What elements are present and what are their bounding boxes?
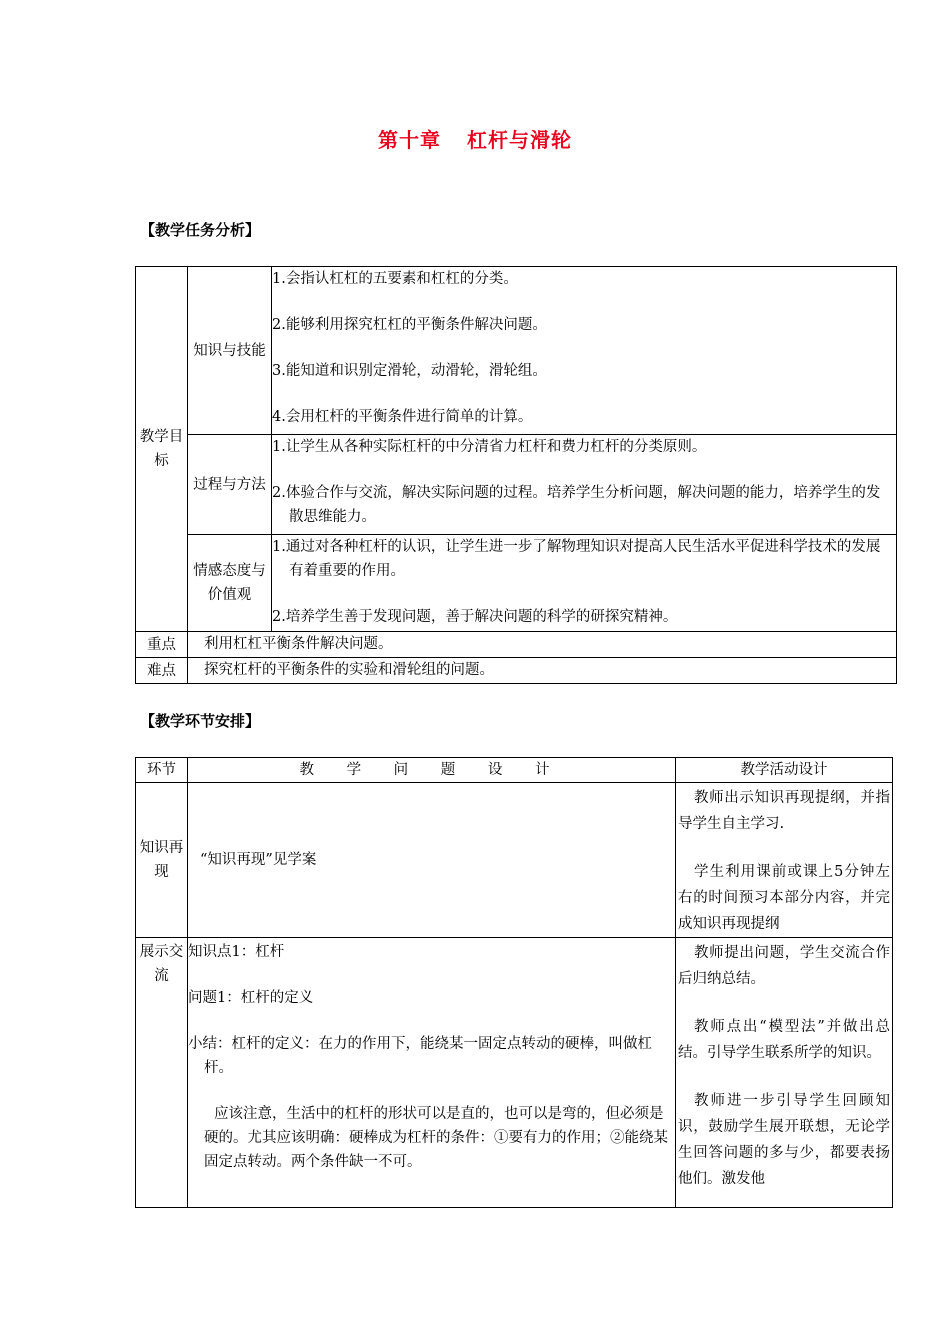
activity-paragraph: 教师提出问题，学生交流合作后归纳总结。 xyxy=(678,945,890,987)
difficulty-label: 难点 xyxy=(136,658,188,684)
column-header-design: 教 学 问 题 设 计 xyxy=(188,758,676,783)
list-item: 2.能够利用探究杠杠的平衡条件解决问题。 xyxy=(272,317,547,333)
design-paragraph: 应该注意，生活中的杠杆的形状可以是直的，也可以是弯的，但必须是硬的。尤其应该明确：硬棒成为杠杆的条件：①要有力的作用；②能绕某固定点转动。两个条件缺一不可。 xyxy=(204,1106,668,1170)
design-paragraph: 问题1：杠杆的定义 xyxy=(188,990,314,1006)
difficulty-text: 探究杠杆的平衡条件的实验和滑轮组的问题。 xyxy=(188,658,897,684)
list-item: 4.会用杠杆的平衡条件进行简单的计算。 xyxy=(272,409,533,425)
group-name-process: 过程与方法 xyxy=(188,435,272,535)
table-row xyxy=(136,938,893,1208)
design-paragraph: “知识再现”见学案 xyxy=(200,852,317,868)
group-items-attitude xyxy=(272,535,897,632)
stage-cell: 展示交流 xyxy=(136,938,188,1208)
teaching-plan-table xyxy=(135,757,893,1208)
key-point-text: 利用杠杠平衡条件解决问题。 xyxy=(188,632,897,658)
list-item: 2.体验合作与交流，解决实际问题的过程。培养学生分析问题，解决问题的能力，培养学生的发散思维能力。 xyxy=(272,485,881,525)
list-item: 3.能知道和识别定滑轮，动滑轮，滑轮组。 xyxy=(272,363,547,379)
page-title xyxy=(0,124,950,153)
activity-paragraph: 教师出示知识再现提纲，并指导学生自主学习. xyxy=(678,790,890,832)
group-items-knowledge xyxy=(272,267,897,435)
group-items-process xyxy=(272,435,897,535)
design-cell xyxy=(188,783,676,938)
list-item: 2.培养学生善于发现问题，善于解决问题的科学的研探究精神。 xyxy=(272,609,678,625)
group-name-attitude: 情感态度与价值观 xyxy=(188,535,272,632)
activity-paragraph: 学生利用课前或课上5分钟左右的时间预习本部分内容，并完成知识再现提纲 xyxy=(678,864,890,932)
section-heading-teaching-plan: 【教学环节安排】 xyxy=(140,712,261,730)
goal-label: 教学目标 xyxy=(136,267,188,632)
title-chapter: 第十章 xyxy=(378,128,441,152)
design-cell xyxy=(188,938,676,1208)
list-item: 1.通过对各种杠杆的认识，让学生进一步了解物理知识对提高人民生活水平促进科学技术的发展有着重要的作用。 xyxy=(272,539,881,579)
activity-cell xyxy=(676,783,893,938)
key-point-label: 重点 xyxy=(136,632,188,658)
activity-paragraph: 教师点出“模型法”并做出总结。引导学生联系所学的知识。 xyxy=(678,1019,890,1061)
group-name-knowledge: 知识与技能 xyxy=(188,267,272,435)
column-header-stage: 环节 xyxy=(136,758,188,783)
column-header-activity: 教学活动设计 xyxy=(676,758,893,783)
design-paragraph: 小结：杠杆的定义：在力的作用下，能绕某一固定点转动的硬棒，叫做杠杆。 xyxy=(188,1036,652,1076)
stage-cell: 知识再现 xyxy=(136,783,188,938)
table-row xyxy=(136,783,893,938)
section-heading-task-analysis: 【教学任务分析】 xyxy=(140,221,261,239)
design-paragraph: 知识点1：杠杆 xyxy=(188,944,285,960)
task-analysis-table xyxy=(135,266,897,684)
title-topic: 杠杆与滑轮 xyxy=(467,128,572,152)
list-item: 1.会指认杠杠的五要素和杠杠的分类。 xyxy=(272,271,518,287)
activity-cell xyxy=(676,938,893,1208)
list-item: 1.让学生从各种实际杠杆的中分清省力杠杆和费力杠杆的分类原则。 xyxy=(272,439,707,455)
activity-paragraph: 教师进一步引导学生回顾知识，鼓励学生展开联想，无论学生回答问题的多与少，都要表扬他们。激发他 xyxy=(678,1093,890,1187)
